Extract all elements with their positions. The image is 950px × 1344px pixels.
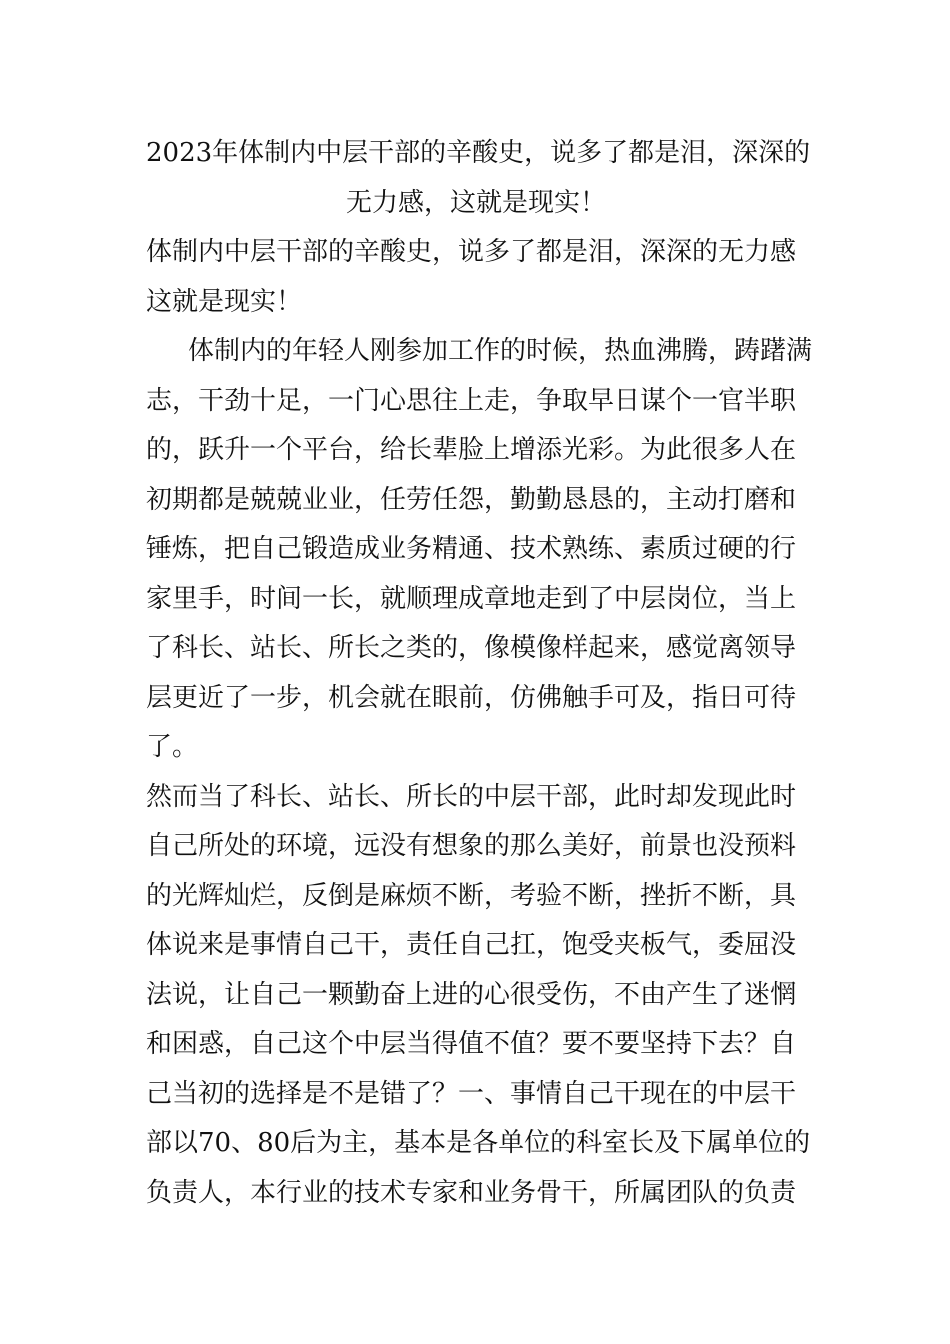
text-line: 体说来是事情自己干，责任自己扛，饱受夹板气，委屈没 (146, 930, 797, 960)
paragraph-main (146, 773, 811, 1219)
text-line: 然而当了科长、站长、所长的中层干部，此时却发现此时 (146, 781, 797, 812)
text-line: 了科长、站长、所长之类的，像模像样起来，感觉离领导 (146, 633, 797, 663)
text-line: 锤炼，把自己锻造成业务精通、技术熟练、素质过硬的行 (146, 534, 797, 564)
text-line: 部以70、80后为主，基本是各单位的科室长及下属单位的 (146, 1128, 811, 1158)
text-line: 法说，让自己一颗勤奋上进的心很受伤，不由产生了迷惘 (146, 979, 797, 1010)
text-line: 体制内的年轻人刚参加工作的时候，热血沸腾，踌躇满 (188, 336, 813, 366)
paragraph-subtitle (146, 228, 806, 327)
text-line: 初期都是兢兢业业，任劳任怨，勤勤恳恳的，主动打磨和 (146, 484, 797, 515)
text-line: 了。 (146, 732, 199, 762)
text-line: 的光辉灿烂，反倒是麻烦不断，考验不断，挫折不断，具 (146, 880, 797, 911)
text-line: 和困惑，自己这个中层当得值不值？要不要坚持下去？自 (146, 1029, 797, 1059)
document-body (146, 228, 813, 1218)
text-line: 负责人，本行业的技术专家和业务骨干，所属团队的负责 (146, 1177, 797, 1208)
title-line: 2023年体制内中层干部的辛酸史，说多了都是泪，深深的 (146, 138, 811, 168)
text-line: 的，跃升一个平台，给长辈脸上增添光彩。为此很多人在 (146, 435, 797, 465)
text-line: 己当初的选择是不是错了？一、事情自己干现在的中层干 (146, 1078, 797, 1109)
text-line: 层更近了一步，机会就在眼前，仿佛触手可及，指日可待 (146, 682, 797, 713)
text-line: 家里手，时间一长，就顺理成章地走到了中层岗位，当上 (146, 583, 797, 614)
title-line: 无力感，这就是现实！ (345, 188, 606, 218)
document-title (146, 128, 811, 228)
text-line: 自己所处的环境，远没有想象的那么美好，前景也没预料 (146, 831, 797, 861)
text-line: 体制内中层干部的辛酸史，说多了都是泪，深深的无力感 (146, 237, 797, 267)
text-line: 这就是现实！ (146, 286, 303, 317)
paragraph-intro (146, 327, 813, 773)
text-line: 志，干劲十足，一门心思往上走，争取早日谋个一官半职 (146, 385, 797, 416)
